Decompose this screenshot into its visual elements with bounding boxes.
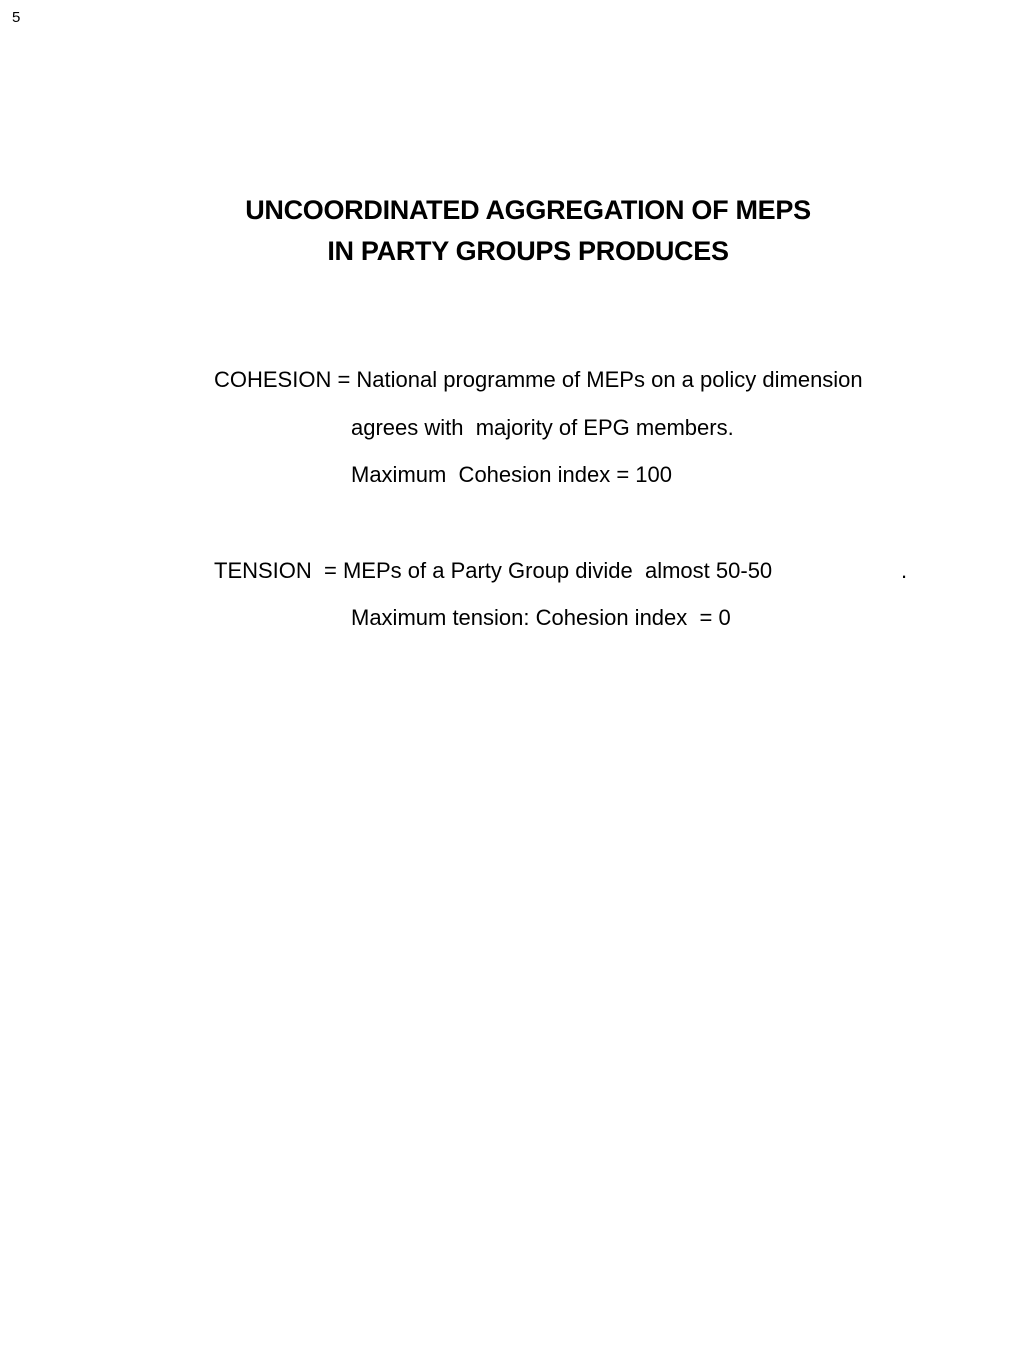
cohesion-definition-line-2: agrees with majority of EPG members. xyxy=(351,415,734,440)
tension-maximum-index: Maximum tension: Cohesion index = 0 xyxy=(351,605,731,630)
tension-trailing-period: . xyxy=(901,558,908,583)
tension-definition-line-1: TENSION = MEPs of a Party Group divide almost 50-50 xyxy=(214,558,773,583)
page-number: 5 xyxy=(12,9,21,26)
cohesion-maximum-index: Maximum Cohesion index = 100 xyxy=(351,462,672,487)
page-title xyxy=(0,190,1024,272)
page-title-line-2: IN PARTY GROUPS PRODUCES xyxy=(327,236,729,266)
page-title-line-1: UNCOORDINATED AGGREGATION OF MEPS xyxy=(245,195,811,225)
cohesion-definition-line-1: COHESION = National programme of MEPs on a policy dimension xyxy=(214,367,863,392)
